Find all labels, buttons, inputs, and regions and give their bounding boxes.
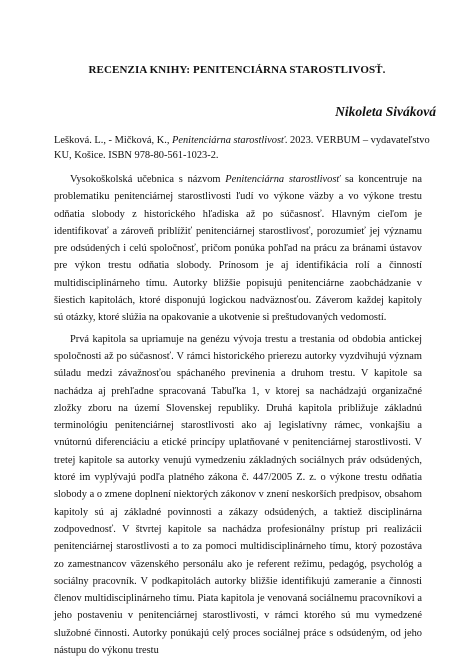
paragraph-2: Prvá kapitola sa upriamuje na genézu vývoja trestu a trestania od obdobia antickej spoločnosti až po súčasnosť. V rámci historického prierezu autorky vyzdvihujú význam súladu medzi závažnosťou spáchaného previnenia a druhom trestu. V kapitole sa nachádza aj prehľadne spracovaná Tabuľka 1, v ktorej sa nachádzajú organizačné zložky zboru na území Slovenskej republiky. Druhá kapitola približuje základnú terminológiu penitenciárnej starostlivosti ako aj legislatívny rámec, vonkajšiu a vnútornú diferenciáciu a etické princípy uplatňované v penitenciárnej starostlivosti. V tretej kapitole sa autorky venujú vymedzeniu základných sociálnych práv odsúdených, ktoré im vyplývajú podľa platného zákona č. 447/2005 Z. z. o výkone trestu odňatia slobody a o zmene doplnení niektorých zákonov v znení neskorších predpisov, obsahom kapitoly sú aj základné povinnosti a zákazy odsúdených, a taktiež disciplinárna zodpovednosť. V štvrtej kapitole sa nachádza profesionálny prístup pri realizácii penitenciárnej starostlivosti a to za pomoci multidisciplinárneho tímu, ktorý pozostáva zo zamestnancov väzenského personálu ako je referent režimu, pedagóg, psychológ a sociálny pracovník. V podkapitolách autorky bližšie identifikujú zameranie a činnosti členov multidisciplinárneho tímu. Piata kapitola je venovaná sociálnemu pracovníkovi a jeho postaveniu v penitenciárnej starostlivosti, v rámci ktorého sú mu vymedzené služobné činnosti. Autorky ponúkajú celý proces sociálnej práce s odsúdeným, od jeho nástupu do výkonu trestu xyxy=(54,333,422,657)
citation-book-title: Penitenciárna starostlivosť xyxy=(172,135,285,146)
page-title: RECENZIA KNIHY: PENITENCIÁRNA STAROSTLIVOSŤ. xyxy=(88,64,386,76)
citation-authors: Lešková. L., - Mičková, K., xyxy=(54,135,173,146)
paragraph-1-part1: Vysokoškolská učebnica s názvom xyxy=(70,174,226,185)
book-citation xyxy=(54,133,434,163)
paragraph-1-part2: sa koncentruje na problematiku penitenciárnej starostlivosti ľudí vo výkone väzby a vo výkone trestu odňatia slobody z historického hľadiska až po súčasnosť. Hlavným cieľom je identifikovať a zároveň priblížiť penitenciárnej starostlivosť, porozumieť jej významu pre odsúdených i celú spoločnosť, pričom ponúka pohľad na prácu za bránami ústavov pre výkon trestu odňatia slobody. Prínosom je aj identifikácia rolí a činností multidisciplinárneho tímu. Autorky bližšie popisujú penitenciárne zaobchádzanie v šiestich kapitolách, ktoré disponujú logickou nadväznosťou. Záverom každej kapitoly sú otázky, ktoré slúžia na opakovanie a ukotvenie si preštudovaných vedomostí. xyxy=(54,174,422,324)
author-name: Nikoleta Siváková xyxy=(335,104,436,119)
review-body xyxy=(54,171,422,663)
citation-details: . 2023. VERBUM – vydavateľstvo KU, Košice. ISBN 978-80-561-1023-2. xyxy=(54,135,430,161)
paragraph-1 xyxy=(54,171,422,327)
paragraph-1-title-ref: Penitenciárna starostlivosť xyxy=(225,174,341,185)
